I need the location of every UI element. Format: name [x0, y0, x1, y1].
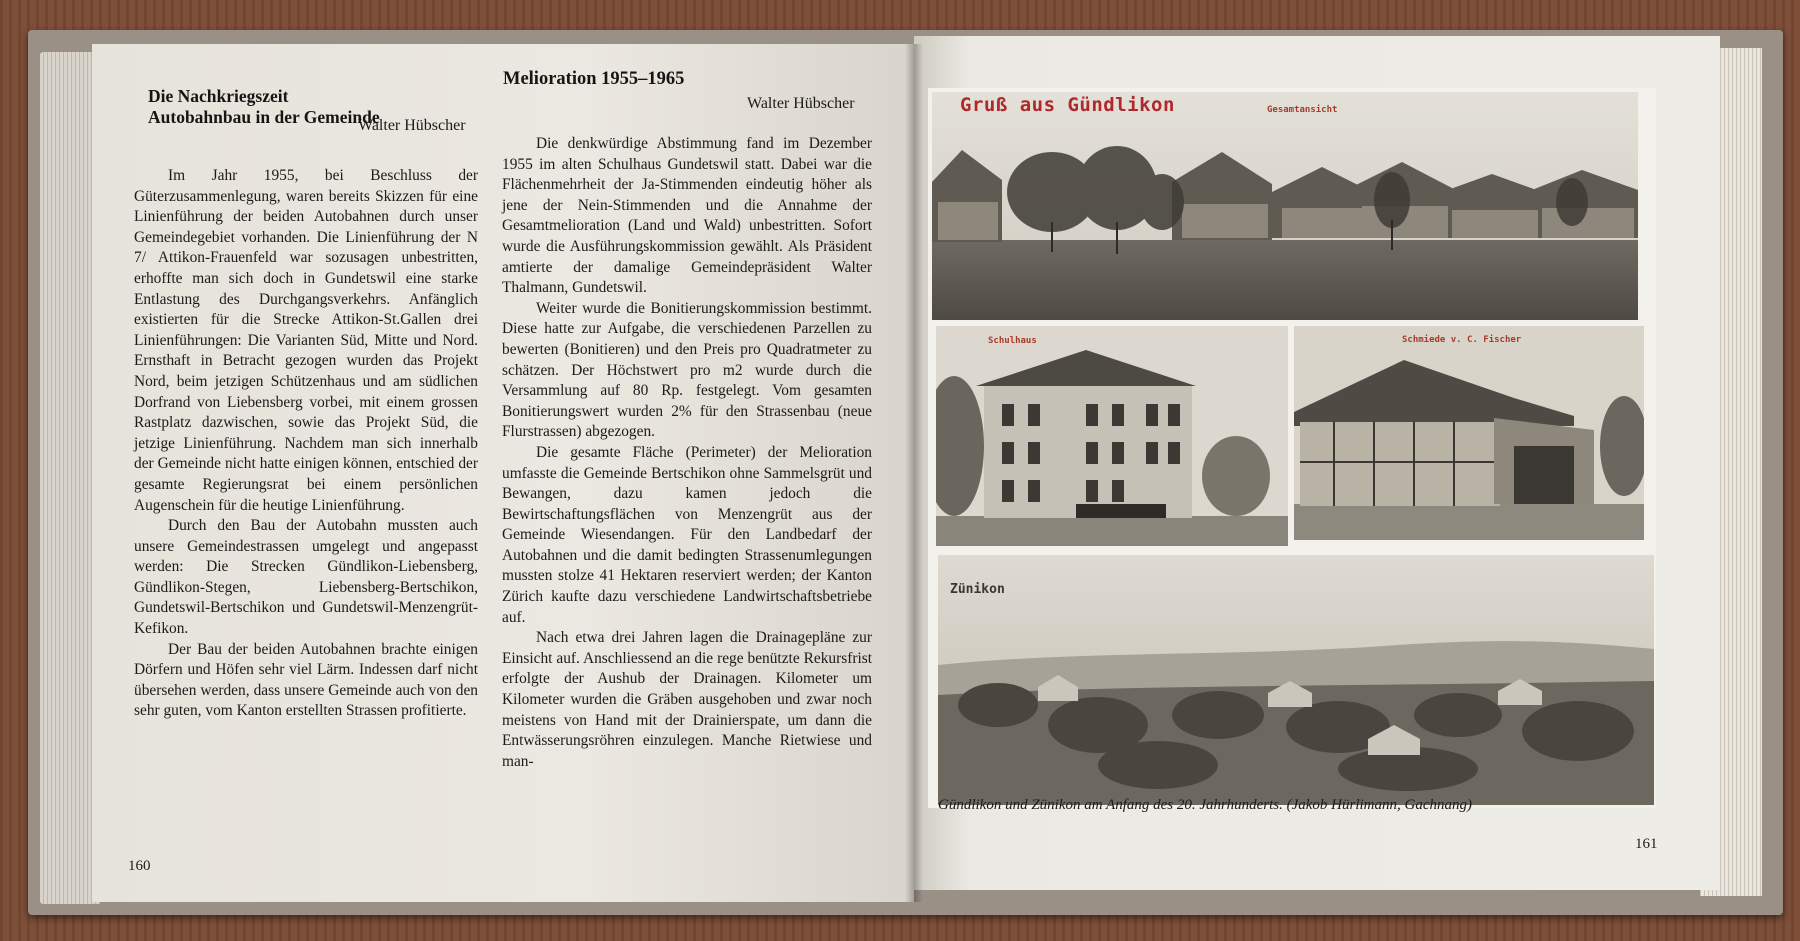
book-gutter — [905, 44, 923, 902]
paragraph: Durch den Bau der Autobahn mussten auch unsere Gemeindestrassen umgelegt und angepasst werden: Die Strecken Gündlikon-Liebensberg, Gündlikon-Stegen, Liebensberg-Bertschikon, Gundetswil-Bertschikon und Gundetswil-Menzengrüt-Kefikon. — [134, 517, 478, 638]
paragraph: Der Bau der beiden Autobahnen brachte einigen Dörfern und Höfen sehr viel Lärm. Indessen darf nicht übersehen werden, dass unsere Gemeinde auch von den sehr guten, vom Kanton erstellten Strassen profitierte. — [134, 640, 478, 720]
article1-title-line2: Autobahnbau in der Gemeinde — [148, 107, 380, 127]
page-edges-left — [40, 52, 100, 904]
paragraph: Die denkwürdige Abstimmung fand im Dezember 1955 im alten Schulhaus Gundetswil statt. Dabei war die Flächenmehrheit der Ja-Stimmenden eindeutig höher als jene der Nein-Stimmenden und die Annahme der Gesamtmelioration (Land und Wald) unbestritten. Sofort wurde die Ausführungskommission gewählt. Als Präsident amtierte der damalige Gemeindepräsident Walter Thalmann, Gundetswil. — [502, 135, 872, 297]
paragraph: Weiter wurde die Bonitierungskommission bestimmt. Diese hatte zur Aufgabe, die verschiedenen Parzellen zu bewerten (Bonitieren) und den Preis pro Quadratmeter zu schätzen. Der Höchstwert pro m2 wurde durch die Versammlung auf 80 Rp. festgelegt. Vom gesamten Bonitierungswert wurden 2% für den Strassenbau (neue Flurstrassen) abgezogen. — [502, 299, 872, 441]
postcard-overview-photo — [932, 92, 1638, 320]
article2-body — [502, 134, 872, 772]
page-number-left: 160 — [128, 858, 151, 874]
postcard-label-overview: Gesamtansicht — [1267, 105, 1338, 115]
article2-title: Melioration 1955–1965 — [503, 69, 685, 89]
postcard-label-school: Schulhaus — [988, 336, 1037, 346]
photo-caption: Gündlikon und Zünikon am Anfang des 20. Jahrhunderts. (Jakob Hürlimann, Gachnang) — [938, 797, 1472, 813]
postcard-label-smithy: Schmiede v. C. Fischer — [1402, 335, 1522, 345]
paragraph: Im Jahr 1955, bei Beschluss der Güterzusammenlegung, waren bereits Skizzen für eine Linienführung der beiden Autobahnen durch unser Gemeindegebiet vorhanden. Die Linienführung der N 7/ Attikon-Frauenfeld war sozusagen unbestritten, erhoffte man sich doch in Gundetswil eine starke Entlastung des Durchgangsverkehrs. Anfänglich existierten für die Strecke Attikon-St.Gallen drei Linienführungen: Die Varianten Süd, Mitte und Nord. Ernsthaft in Betracht gezogen wurden das Projekt Nord, beim jetzigen Schützenhaus und am südlichen Dorfrand von Liebensberg vorbei, mit einem grossen Rastplatz dazwischen, sowie das Projekt Süd, die jetzige Linienführung. Nachdem man sich innerhalb der Gemeinde nicht hatte einigen können, entschied der gesamte Regierungsrat bei einem persönlichen Augenschein für die heutige Linienführung. — [134, 167, 478, 514]
paragraph: Die gesamte Fläche (Perimeter) der Melioration umfasste die Gemeinde Bertschikon ohne Sammelsgrüt und Bewangen, dazu kamen jedoch die Bewirtschaftungsflächen von Menzengrüt aus der Gemeinde Wiesendangen. Für den Landbedarf der Autobahnen und die damit bedingten Strassenumlegungen mussten stolze 41 Hektaren reserviert werden; der Kanton Zürich kaufte dazu verschiedene Landwirtschaftsbetriebe auf. — [502, 443, 872, 626]
article2-author: Walter Hübscher — [747, 95, 855, 112]
postcard-title: Gruß aus Gündlikon — [960, 94, 1175, 116]
postcard-school-photo — [936, 326, 1288, 546]
article1-title-line1: Die Nachkriegszeit — [148, 86, 289, 106]
article1-author: Walter Hübscher — [358, 117, 466, 134]
postcard-label-zuenikon: Zünikon — [950, 582, 1005, 597]
article1-body — [134, 166, 478, 722]
paragraph: Nach etwa drei Jahren lagen die Drainagepläne zur Einsicht auf. Anschliessend an die rege benützte Rekursfrist erfolgte der Aushub der Drainagen. Kilometer um Kilometer wurden die Gräben ausgehoben und zwar noch meistens von Hand mit der Drainierspate, um dann die Entwässerungsröhren einzulegen. Manche Rietwiese und man- — [502, 629, 872, 770]
postcard-smithy-photo — [1294, 326, 1644, 540]
page-number-right: 161 — [1635, 836, 1658, 852]
postcard-zuenikon-photo — [938, 555, 1654, 805]
